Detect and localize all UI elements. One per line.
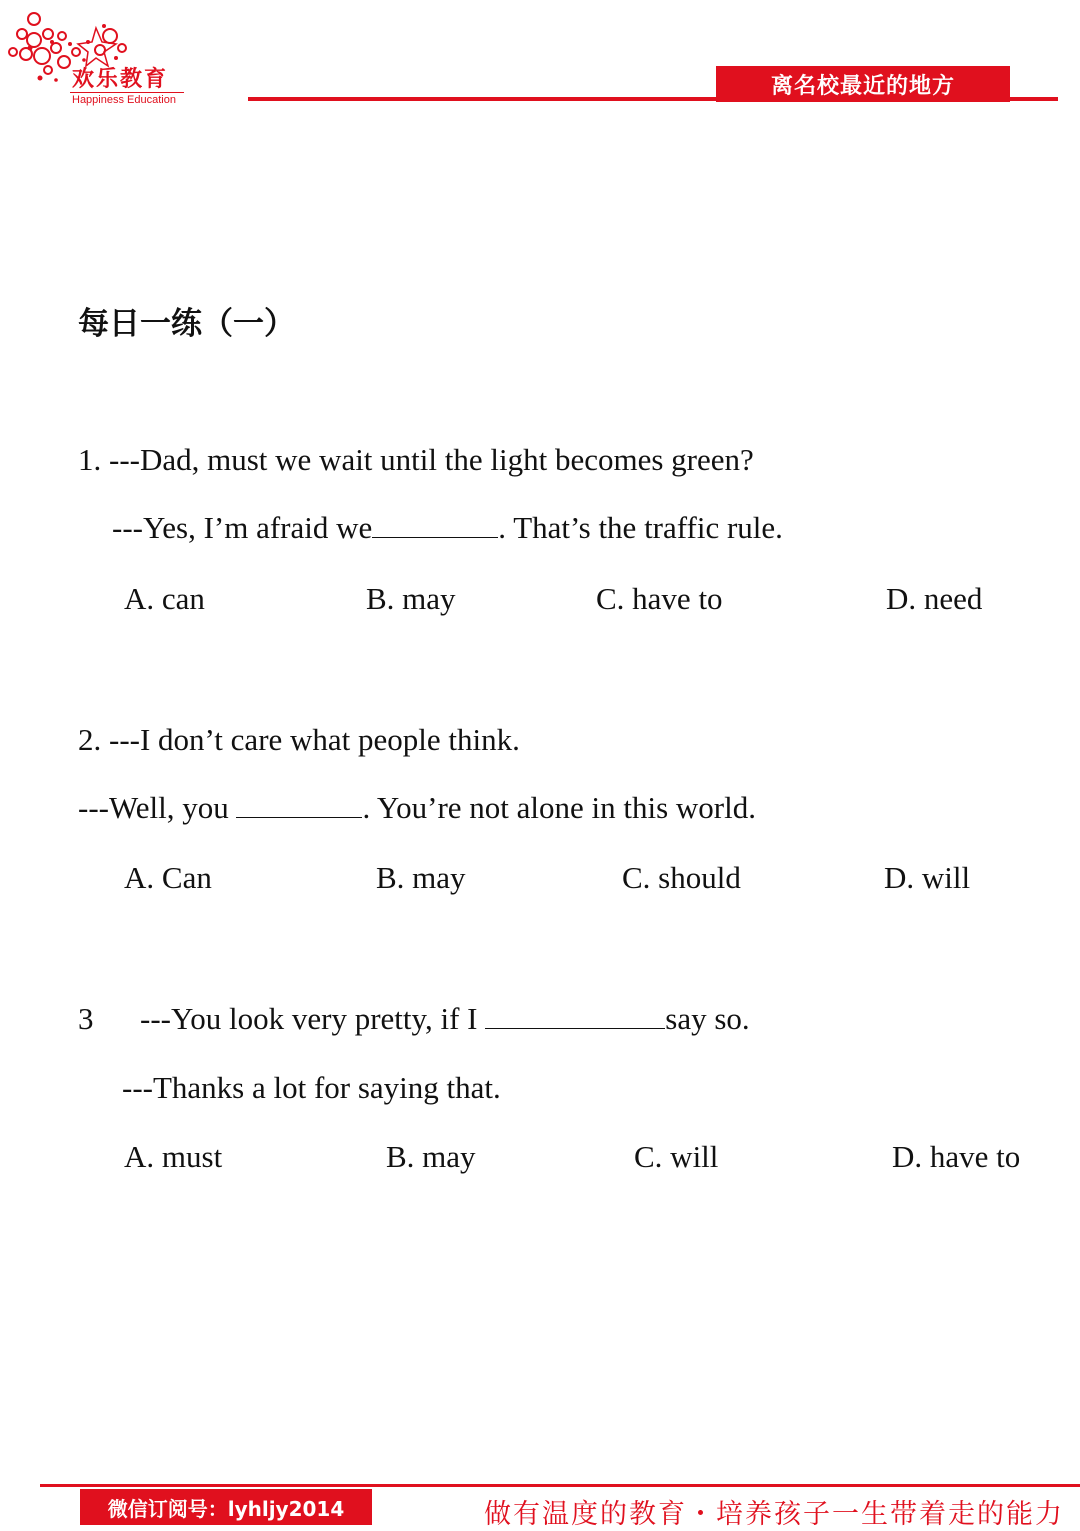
question-1-blank bbox=[372, 511, 498, 538]
logo-underline bbox=[70, 92, 184, 93]
question-3-option-c: C. will bbox=[634, 1139, 719, 1174]
question-3-number: 3 bbox=[78, 1001, 94, 1036]
question-1-option-c: C. have to bbox=[596, 581, 723, 616]
question-1-response-start: ---Yes, I’m afraid we bbox=[112, 510, 373, 545]
question-1-prompt: 1. ---Dad, must we wait until the light becomes green? bbox=[78, 442, 754, 477]
question-2-option-c: C. should bbox=[622, 860, 741, 895]
footer-divider bbox=[40, 1484, 1080, 1487]
question-2-option-a: A. Can bbox=[124, 860, 212, 895]
logo-chinese-text: 欢乐教育 bbox=[72, 67, 169, 92]
question-1-option-a: A. can bbox=[124, 581, 205, 616]
footer-slogan: 做有温度的教育・培养孩子一生带着走的能力 bbox=[484, 1499, 1064, 1530]
question-2-response bbox=[78, 790, 756, 826]
question-3-option-a: A. must bbox=[124, 1139, 223, 1174]
question-3-blank bbox=[485, 1002, 665, 1029]
header-slogan-badge: 离名校最近的地方 bbox=[716, 66, 1010, 102]
question-2-response-start: ---Well, you bbox=[78, 790, 237, 825]
question-3-prompt-end: say so. bbox=[665, 1001, 750, 1036]
question-2-option-d: D. will bbox=[884, 860, 971, 895]
question-3-option-b: B. may bbox=[386, 1139, 476, 1174]
question-3-prompt bbox=[140, 1001, 750, 1037]
page-title: 每日一练（一） bbox=[78, 306, 295, 342]
question-1-option-b: B. may bbox=[366, 581, 456, 616]
footer-wechat-badge: 微信订阅号：lyhljy2014 bbox=[80, 1489, 372, 1525]
question-3-prompt-start: ---You look very pretty, if I bbox=[140, 1001, 486, 1036]
question-1-response-end: . That’s the traffic rule. bbox=[498, 510, 783, 545]
question-1-option-d: D. need bbox=[886, 581, 983, 616]
question-2-option-b: B. may bbox=[376, 860, 466, 895]
question-2-response-end: . You’re not alone in this world. bbox=[362, 790, 756, 825]
question-2-blank bbox=[236, 791, 362, 818]
question-3-response: ---Thanks a lot for saying that. bbox=[122, 1070, 501, 1105]
question-3-option-d: D. have to bbox=[892, 1139, 1021, 1174]
logo-english-text: Happiness Education bbox=[72, 94, 176, 106]
question-2-prompt: 2. ---I don’t care what people think. bbox=[78, 722, 520, 757]
question-1-response bbox=[112, 510, 783, 546]
